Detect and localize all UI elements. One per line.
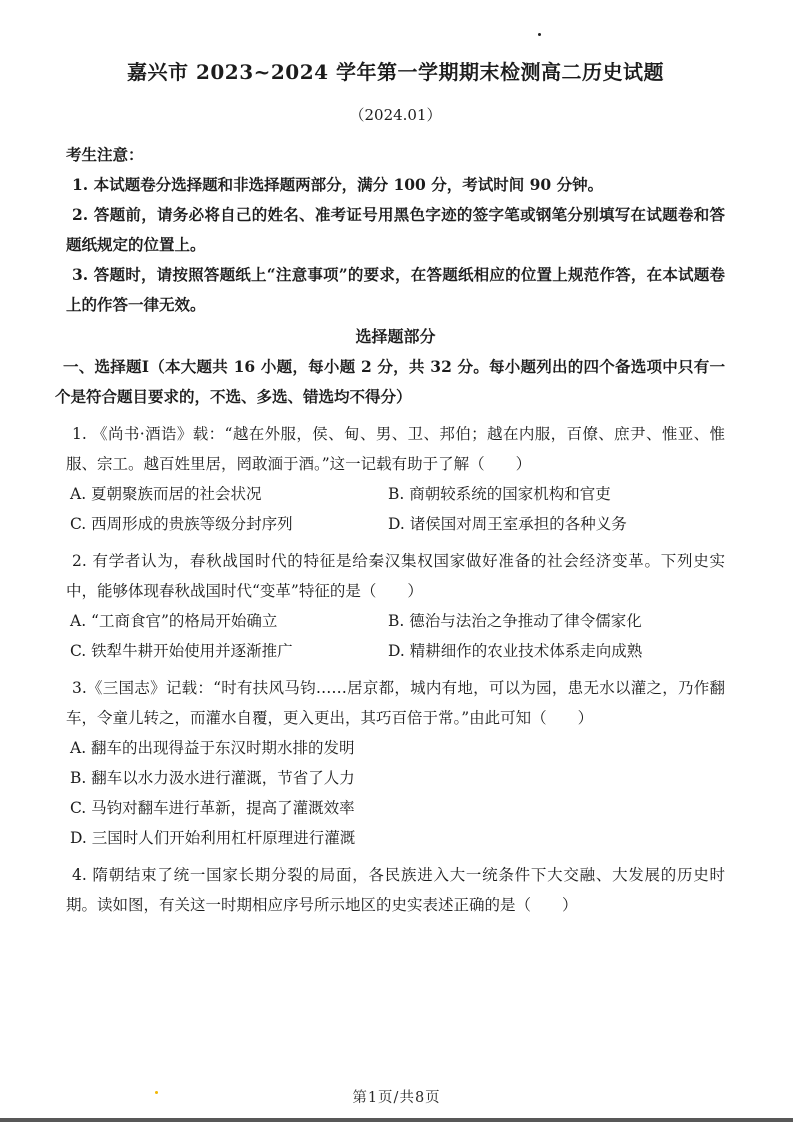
notice-item-1: 1. 本试题卷分选择题和非选择题两部分，满分 100 分，考试时间 90 分钟。 xyxy=(72,175,604,194)
scan-artifact-dot-icon xyxy=(538,33,541,36)
exam-date: （2024.01） xyxy=(349,106,442,124)
question-3-option-c: C. 马钧对翻车进行革新，提高了灌溉效率 xyxy=(70,799,355,817)
page-number: 第1页/共8页 xyxy=(352,1090,441,1106)
question-2-stem: 2. 有学者认为，春秋战国时代的特征是给秦汉集权国家做好准备的社会经济变革。下列史实中，能够体现春秋战国时代“变革”特征的是（ ） xyxy=(66,552,725,600)
question-4 xyxy=(66,860,725,920)
notice-item-3: 3. 答题时，请按照答题纸上“注意事项”的要求，在答题纸相应的位置上规范作答，在本试题卷上的作答一律无效。 xyxy=(66,265,725,314)
notice-item-2: 2. 答题前，请务必将自己的姓名、准考证号用黑色字迹的签字笔或钢笔分别填写在试题卷和答题纸规定的位置上。 xyxy=(66,205,725,254)
question-2-option-a: A. “工商食官”的格局开始确立 xyxy=(70,612,278,630)
question-2-option-d: D. 精耕细作的农业技术体系走向成熟 xyxy=(388,642,643,660)
question-1-options-row-1 xyxy=(66,479,725,509)
section-one-intro: 一、选择题Ⅰ（本大题共 16 小题，每小题 2 分，共 32 分。每小题列出的四个备选项中只有一个是符合题目要求的，不选、多选、错选均不得分） xyxy=(55,357,725,406)
question-3-option-d: D. 三国时人们开始利用杠杆原理进行灌溉 xyxy=(70,829,356,847)
scan-artifact-yellow-dot-icon xyxy=(155,1091,158,1094)
question-3 xyxy=(66,673,725,853)
question-2-option-c: C. 铁犁牛耕开始使用并逐渐推广 xyxy=(70,642,293,660)
question-2-options-row-2 xyxy=(66,636,725,666)
question-2-options-row-1 xyxy=(66,606,725,636)
question-3-option-b: B. 翻车以水力汲水进行灌溉，节省了人力 xyxy=(70,769,355,787)
question-4-stem: 4. 隋朝结束了统一国家长期分裂的局面，各民族进入大一统条件下大交融、大发展的历史时期。读如图，有关这一时期相应序号所示地区的史实表述正确的是（ ） xyxy=(66,866,725,914)
question-3-option-a: A. 翻车的出现得益于东汉时期水排的发明 xyxy=(70,739,355,757)
question-1-stem: 1. 《尚书·酒诰》载：“越在外服，侯、甸、男、卫、邦伯；越在内服，百僚、庶尹、惟亚、惟服、宗工。越百姓里居，罔敢湎于酒。”这一记载有助于了解（ ） xyxy=(66,425,725,473)
page-title: 嘉兴市 2023~2024 学年第一学期期末检测高二历史试题 xyxy=(126,60,664,84)
part-heading: 选择题部分 xyxy=(355,327,436,346)
question-1-option-d: D. 诸侯国对周王室承担的各种义务 xyxy=(388,515,627,533)
question-2-option-b: B. 德治与法治之争推动了律令儒家化 xyxy=(388,612,642,630)
question-1-option-c: C. 西周形成的贵族等级分封序列 xyxy=(70,515,293,533)
question-3-stem: 3.《三国志》记载：“时有扶风马钧……居京都，城内有地，可以为园，患无水以灌之，乃作翻车，令童儿转之，而灌水自覆，更入更出，其巧百倍于常。”由此可知（ ） xyxy=(66,679,725,727)
scan-edge-bar xyxy=(0,1118,793,1122)
question-1-option-a: A. 夏朝聚族而居的社会状况 xyxy=(70,485,262,503)
question-2 xyxy=(66,546,725,666)
notice-heading: 考生注意： xyxy=(66,145,144,164)
question-1-option-b: B. 商朝较系统的国家机构和官吏 xyxy=(388,485,611,503)
question-1 xyxy=(66,419,725,539)
question-1-options-row-2 xyxy=(66,509,725,539)
